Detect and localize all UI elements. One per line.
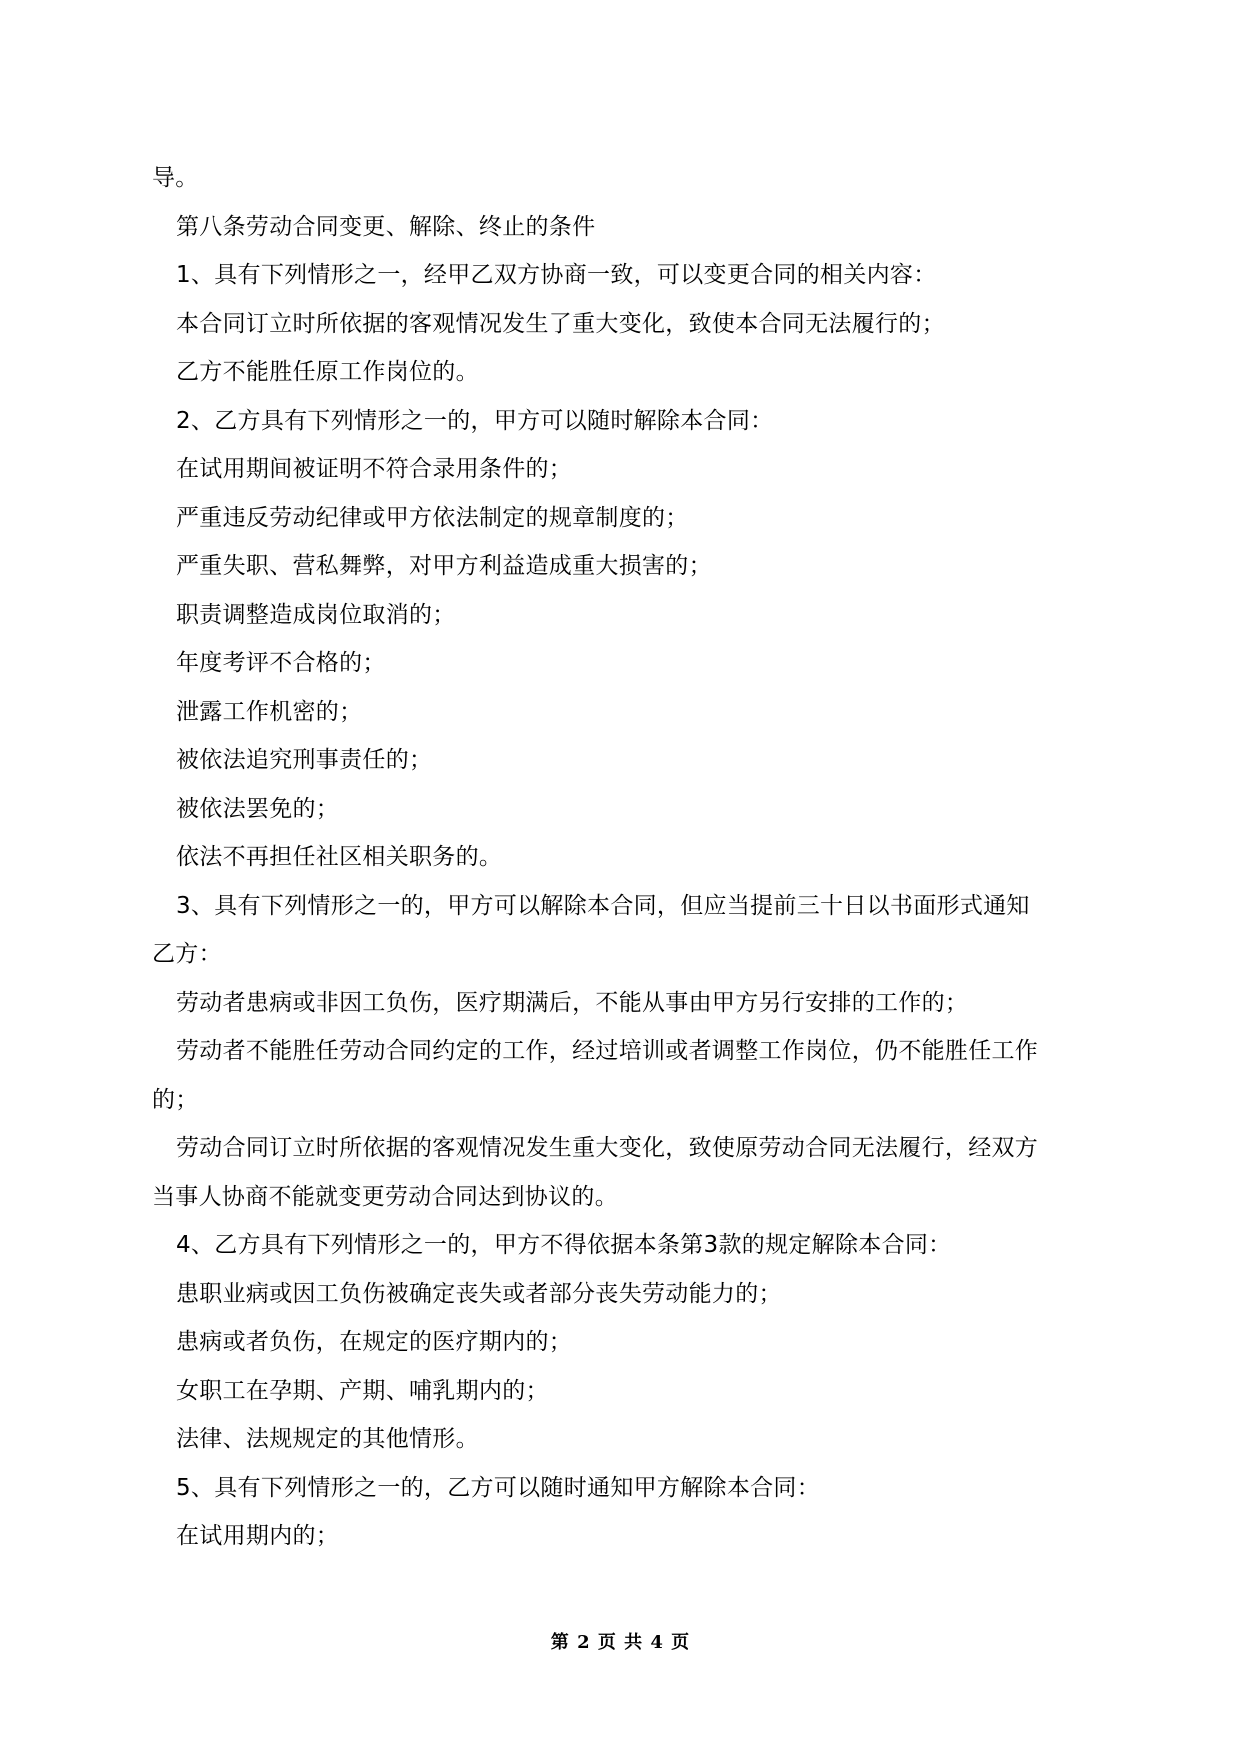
text-line: 乙方： (152, 941, 222, 967)
text-line: 泄露工作机密的； (176, 698, 363, 725)
text-line: 当事人协商不能就变更劳动合同达到协议的。 (152, 1183, 618, 1210)
clause-2: 2、乙方具有下列情形之一的，甲方可以随时解除本合同： (176, 407, 774, 434)
clause-5: 5、具有下列情形之一的，乙方可以随时通知甲方解除本合同： (176, 1474, 821, 1501)
clause-3: 3、具有下列情形之一的，甲方可以解除本合同，但应当提前三十日以书面形式通知 (176, 892, 1030, 919)
text-line: 年度考评不合格的； (176, 650, 386, 676)
text-line: 劳动者患病或非因工负伤，医疗期满后，不能从事由甲方另行安排的工作的； (176, 989, 969, 1016)
page-number: 第 2 页 共 4 页 (550, 1632, 691, 1653)
text-line: 患职业病或因工负伤被确定丧失或者部分丧失劳动能力的； (176, 1280, 782, 1307)
text-line: 严重失职、营私舞弊，对甲方利益造成重大损害的； (176, 553, 712, 579)
text-line: 法律、法规规定的其他情形。 (176, 1426, 479, 1452)
text-line: 劳动者不能胜任劳动合同约定的工作，经过培训或者调整工作岗位，仍不能胜任工作 (176, 1038, 1039, 1064)
text-line: 本合同订立时所依据的客观情况发生了重大变化，致使本合同无法履行的； (176, 310, 945, 337)
text-line: 依法不再担任社区相关职务的。 (176, 844, 503, 870)
text-line: 职责调整造成岗位取消的； (176, 601, 456, 628)
text-line: 在试用期间被证明不符合录用条件的； (176, 456, 573, 482)
text-line: 在试用期内的； (176, 1523, 340, 1549)
text-line: 劳动合同订立时所依据的客观情况发生重大变化，致使原劳动合同无法履行，经双方 (176, 1135, 1039, 1161)
clause-1: 1、具有下列情形之一，经甲乙双方协商一致，可以变更合同的相关内容： (176, 262, 937, 288)
text-line: 严重违反劳动纪律或甲方依法制定的规章制度的； (176, 504, 689, 531)
text-line: 女职工在孕期、产期、哺乳期内的； (176, 1377, 549, 1404)
text-line: 的； (152, 1086, 199, 1113)
article-heading: 第八条劳动合同变更、解除、终止的条件 (176, 213, 596, 240)
text-line: 患病或者负伤，在规定的医疗期内的； (176, 1329, 573, 1355)
document-body (152, 154, 1092, 1561)
text-line: 被依法追究刑事责任的； (176, 747, 433, 773)
text-line: 乙方不能胜任原工作岗位的。 (176, 359, 479, 385)
clause-4: 4、乙方具有下列情形之一的，甲方不得依据本条第3款的规定解除本合同： (176, 1232, 952, 1258)
text-line: 被依法罢免的； (176, 795, 340, 822)
text-line: 导。 (152, 165, 199, 191)
